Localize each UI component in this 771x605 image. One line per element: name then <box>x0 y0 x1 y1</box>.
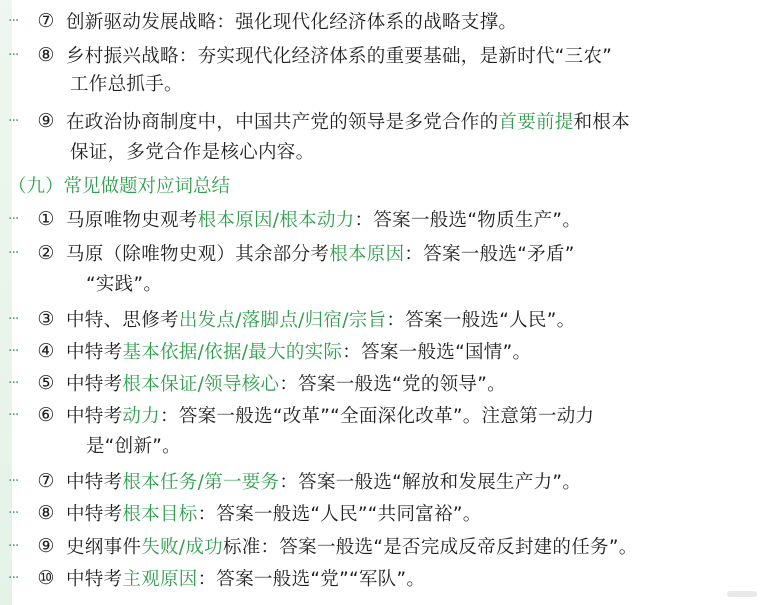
dash-marker: ··· <box>8 538 19 554</box>
item-text: 中特考根本目标：答案一般选“人民”“共同富裕”。 <box>66 504 482 525</box>
item-text: 中特考根本任务/第一要务：答案一般选“解放和发展生产力”。 <box>66 472 582 493</box>
item-text-continuation: 是“创新”。 <box>86 436 181 457</box>
item-number: ② <box>37 242 55 264</box>
dash-marker: ··· <box>8 505 19 521</box>
highlight-term: 首要前提 <box>498 112 574 133</box>
highlight-term: 根本原因 <box>329 244 405 265</box>
dash-marker: ··· <box>8 375 19 391</box>
item-number: ③ <box>37 308 55 330</box>
dash-marker: ··· <box>8 311 19 327</box>
highlight-term: 根本目标 <box>122 504 198 525</box>
highlight-term: 出发点/落脚点/归宿/宗旨 <box>178 310 387 331</box>
dash-marker: ··· <box>8 13 19 29</box>
item-text: 在政治协商制度中，中国共产党的领导是多党合作的首要前提和根本 <box>66 112 631 133</box>
highlight-term: 基本依据/依据/最大的实际 <box>122 342 343 363</box>
dash-marker: ··· <box>8 407 19 423</box>
item-text: 马原唯物史观考根本原因/根本动力：答案一般选“物质生产”。 <box>66 210 582 231</box>
highlight-term: 失败/成功 <box>141 537 223 558</box>
highlight-term: 主观原因 <box>122 569 198 590</box>
item-text-continuation: “实践”。 <box>86 274 163 295</box>
item-text-continuation: 工作总抓手。 <box>70 74 183 95</box>
dash-marker: ··· <box>8 343 19 359</box>
dash-marker: ··· <box>8 473 19 489</box>
item-number: ⑩ <box>37 567 55 589</box>
item-number: ⑨ <box>37 535 55 557</box>
dash-marker: ··· <box>8 245 19 261</box>
item-text: 马原（除唯物史观）其余部分考根本原因：答案一般选“矛盾” <box>66 244 575 265</box>
item-number: ⑥ <box>37 404 55 426</box>
item-text: 中特考动力：答案一般选“改革”“全面深化改革”。注意第一动力 <box>66 406 595 427</box>
highlight-term: 动力 <box>122 406 161 427</box>
dash-marker: ··· <box>8 570 19 586</box>
item-text-continuation: 保证，多党合作是核心内容。 <box>70 142 315 163</box>
item-number: ⑧ <box>37 502 55 524</box>
dash-marker: ··· <box>8 113 19 129</box>
dash-marker: ··· <box>8 47 19 63</box>
watermark-mark <box>727 591 757 597</box>
dash-marker: ··· <box>8 211 19 227</box>
item-number: ① <box>37 208 55 230</box>
item-number: ⑦ <box>37 10 55 32</box>
item-number: ⑧ <box>37 44 55 66</box>
section-heading: （九）常见做题对应词总结 <box>8 176 231 197</box>
item-text: 中特考主观原因：答案一般选“党”“军队”。 <box>66 569 426 590</box>
item-number: ⑤ <box>37 372 55 394</box>
item-number: ⑦ <box>37 470 55 492</box>
item-text: 中特考根本保证/领导核心：答案一般选“党的领导”。 <box>66 374 506 395</box>
item-text: 乡村振兴战略：夯实现代化经济体系的重要基础，是新时代“三农” <box>66 46 613 67</box>
highlight-term: 根本任务/第一要务 <box>122 472 280 493</box>
item-text: 中特考基本依据/依据/最大的实际：答案一般选“国情”。 <box>66 342 532 363</box>
item-number: ④ <box>37 340 55 362</box>
item-text: 史纲事件失败/成功标准：答案一般选“是否完成反帝反封建的任务”。 <box>66 537 638 558</box>
item-text: 中特、思修考出发点/落脚点/归宿/宗旨：答案一般选“人民”。 <box>66 310 576 331</box>
item-number: ⑨ <box>37 110 55 132</box>
highlight-term: 根本原因/根本动力 <box>197 210 355 231</box>
item-text: 创新驱动发展战略：强化现代化经济体系的战略支撑。 <box>66 12 518 33</box>
highlight-term: 根本保证/领导核心 <box>122 374 280 395</box>
